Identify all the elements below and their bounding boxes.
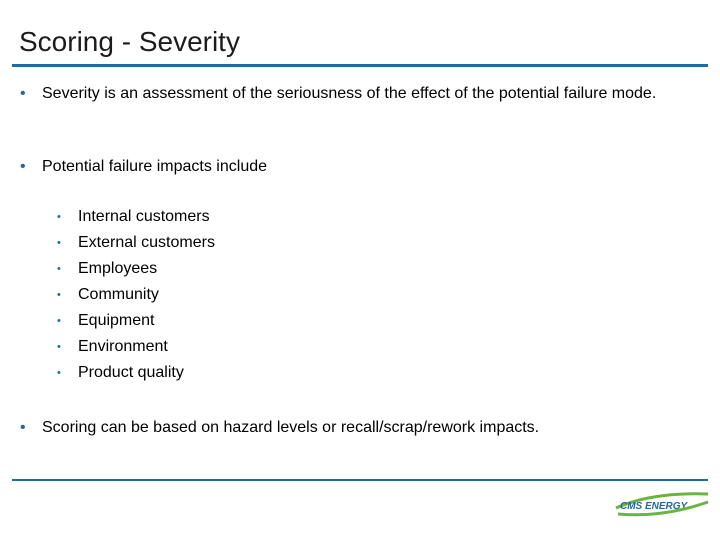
sub-bullet-dot: • (57, 211, 61, 223)
sub-bullet-text: Equipment (78, 312, 155, 329)
sub-bullet-item (57, 311, 457, 337)
sub-bullet-list (57, 207, 457, 389)
sub-bullet-item (57, 259, 457, 285)
sub-bullet-item (57, 285, 457, 311)
sub-bullet-text: Internal customers (78, 208, 210, 225)
sub-bullet-dot: • (57, 367, 61, 379)
sub-bullet-item (57, 337, 457, 363)
bullet-dot: • (20, 419, 26, 436)
sub-bullet-text: Product quality (78, 364, 184, 381)
sub-bullet-text: Environment (78, 338, 168, 355)
cms-energy-logo (612, 488, 712, 520)
sub-bullet-dot: • (57, 237, 61, 249)
sub-bullet-text: Employees (78, 260, 158, 277)
sub-bullet-text: External customers (78, 234, 215, 251)
title-divider (12, 64, 708, 67)
sub-bullet-dot: • (57, 341, 61, 353)
slide-title: Scoring - Severity (19, 26, 240, 57)
bullet-text: Potential failure impacts include (42, 158, 268, 175)
bullet-text: Severity is an assessment of the seriousness of the effect of the potential failure mode. (42, 85, 657, 102)
sub-bullet-item (57, 363, 457, 389)
footer-divider (12, 479, 708, 481)
bullet-dot: • (20, 85, 26, 102)
sub-bullet-dot: • (57, 315, 61, 327)
sub-bullet-dot: • (57, 289, 61, 301)
sub-bullet-text: Community (78, 286, 159, 303)
sub-bullet-item (57, 207, 457, 233)
sub-bullet-item (57, 233, 457, 259)
sub-bullet-dot: • (57, 263, 61, 275)
bullet-dot: • (20, 158, 26, 175)
bullet-text: Scoring can be based on hazard levels or recall/scrap/rework impacts. (42, 419, 540, 436)
logo-wordmark: CMS ENERGY (620, 501, 688, 512)
